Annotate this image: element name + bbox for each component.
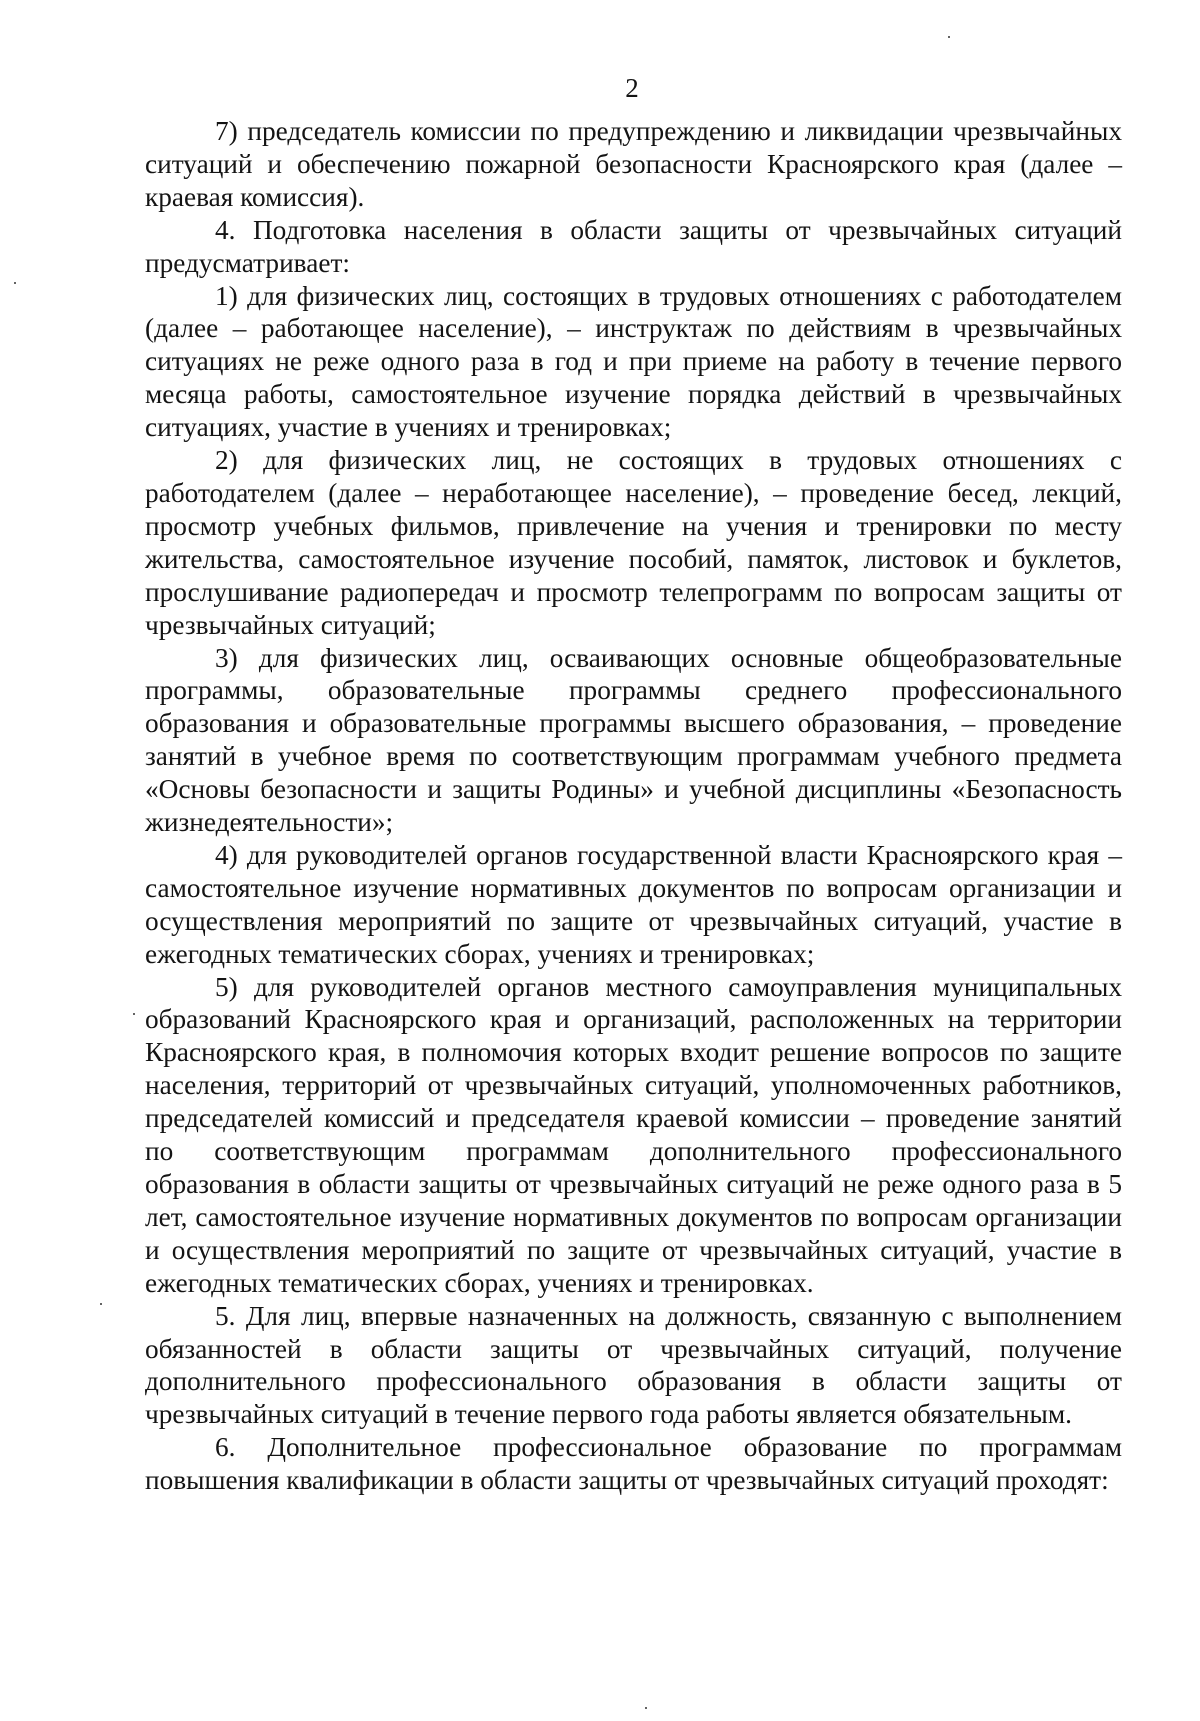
scan-speck (100, 1303, 102, 1305)
scan-speck (948, 36, 950, 38)
page-number: 2 (625, 73, 639, 103)
paragraph-item-7-chairman: 7) председатель комиссии по предупреждению и ликвидации чрезвычайных ситуаций и обеспечению пожарной безопасности Красноярского края (далее – краевая комиссия). (145, 116, 1122, 212)
paragraph-item-4-state-authorities: 4) для руководителей органов государственной власти Красноярского края – самостоятельное изучение нормативных документов по вопросам организации и осуществления мероприятий по защите от чрезвычайных ситуаций, участие в ежегодных тематических сборах, учениях и тренировках; (145, 839, 1122, 969)
scan-speck (14, 282, 16, 284)
paragraph-item-2-non-working-population: 2) для физических лиц, не состоящих в трудовых отношениях с работодателем (далее – неработающее население), – проведение бесед, лекций, просмотр учебных фильмов, привлечение на учения и тренировки по месту жительства, самостоятельное изучение пособий, памяток, листовок и буклетов, прослушивание радиопередач и просмотр телепрограмм по вопросам защиты от чрезвычайных ситуаций; (145, 445, 1122, 640)
paragraph-section-6: 6. Дополнительное профессиональное образование по программам повышения квалификации в области защиты от чрезвычайных ситуаций проходят: (145, 1432, 1122, 1496)
paragraph-section-5: 5. Для лиц, впервые назначенных на должность, связанную с выполнением обязанностей в области защиты от чрезвычайных ситуаций, получение дополнительного профессионального образования в области защиты от чрезвычайных ситуаций в течение первого года работы является обязательным. (145, 1300, 1122, 1430)
paragraph-item-1-working-population: 1) для физических лиц, состоящих в трудовых отношениях с работодателем (далее – работающее население), – инструктаж по действиям в чрезвычайных ситуациях не реже одного раза в год и при приеме на работу в течение первого месяца работы, самостоятельное изучение порядка действий в чрезвычайных ситуациях, участие в учениях и тренировках; (145, 280, 1122, 443)
scan-speck (133, 1013, 135, 1015)
paragraph-item-3-students: 3) для физических лиц, осваивающих основные общеобразовательные программы, образовательные программы среднего профессионального образования и образовательные программы высшего образования, – проведение занятий в учебное время по соответствующим программам учебного предмета «Основы безопасности и защиты Родины» и учебной дисциплины «Безопасность жизнедеятельности»; (145, 642, 1122, 838)
scan-speck (645, 1707, 647, 1709)
document-body (145, 115, 1122, 1497)
paragraph-section-4: 4. Подготовка населения в области защиты от чрезвычайных ситуаций предусматривает: (145, 214, 1122, 278)
paragraph-item-5-local-authorities: 5) для руководителей органов местного самоуправления муниципальных образований Красноярского края и организаций, расположенных на территории Красноярского края, в полномочия которых входит решение вопросов по защите населения, территорий от чрезвычайных ситуаций, уполномоченных работников, председателей комиссий и председателя краевой комиссии – проведение занятий по соответствующим программам дополнительного профессионального образования в области защиты от чрезвычайных ситуаций не реже одного раза в 5 лет, самостоятельное изучение нормативных документов по вопросам организации и осуществления мероприятий по защите от чрезвычайных ситуаций, участие в ежегодных тематических сборах, учениях и тренировках. (145, 971, 1122, 1298)
